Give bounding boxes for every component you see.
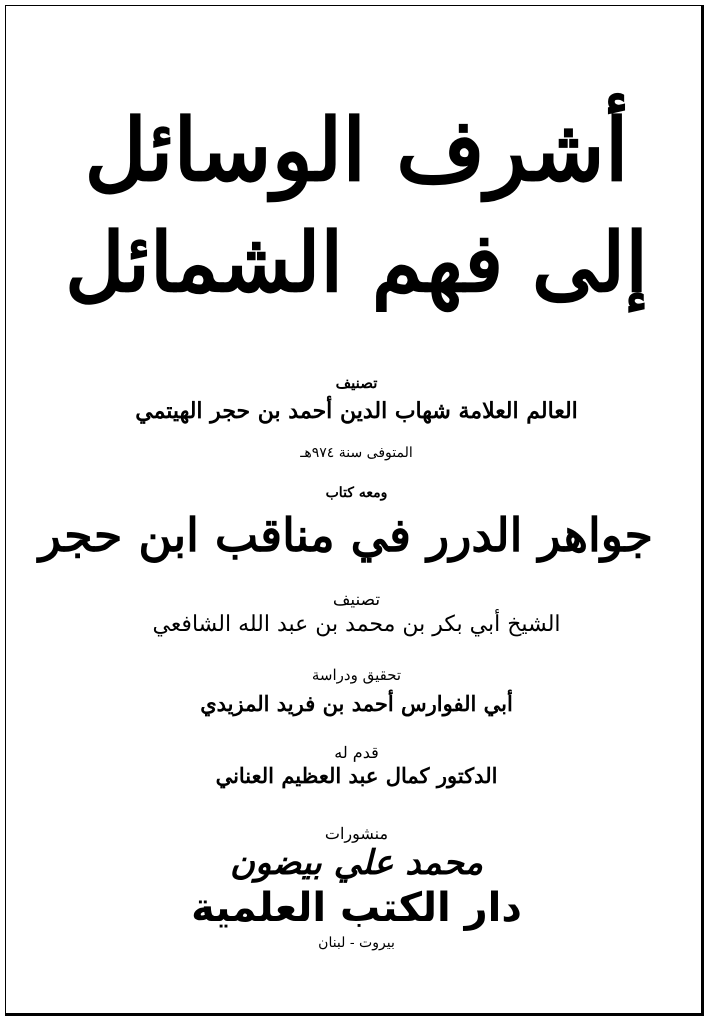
author-label: تصنيف xyxy=(335,374,378,392)
publisher-name: دار الكتب العلمية xyxy=(191,885,522,931)
compiler-name: الشيخ أبي بكر بن محمد بن عبد الله الشافعي xyxy=(152,612,561,637)
author-name: العالم العلامة شهاب الدين أحمد بن حجر الهيتمي xyxy=(135,398,578,424)
publisher-city: بيروت - لبنان xyxy=(318,935,395,951)
editing-label: تحقيق ودراسة xyxy=(311,666,402,684)
author-death-year: المتوفى سنة ٩٧٤هـ xyxy=(300,445,413,461)
introduction-author-name: الدكتور كمال عبد العظيم العناني xyxy=(215,763,498,788)
introduction-label: قدم له xyxy=(334,743,379,762)
editor-name: أبي الفوارس أحمد بن فريد المزيدي xyxy=(200,691,513,716)
second-book-label: ومعه كتاب xyxy=(325,485,388,501)
main-title-line-1: أشرف الوسائل xyxy=(84,100,629,201)
publisher-person-name: محمد علي بيضون xyxy=(230,843,483,883)
publications-label: منشورات xyxy=(324,824,389,843)
main-title-line-2: إلى فهم الشمائل xyxy=(64,215,648,311)
second-book-title: جواهر الدرر في مناقب ابن حجر xyxy=(38,508,653,562)
compiler-label: تصنيف xyxy=(332,590,381,610)
